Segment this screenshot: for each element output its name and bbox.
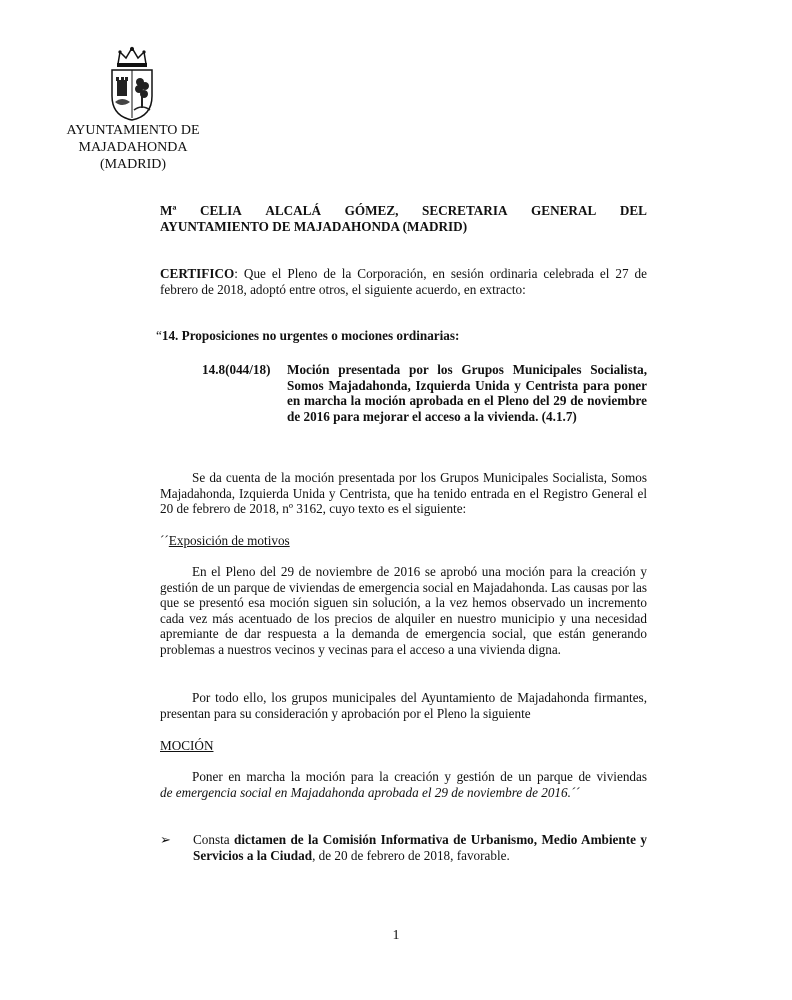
- organization-name: [50, 122, 216, 173]
- document-title-line-1: [160, 203, 647, 219]
- title-word: SECRETARIA: [421, 203, 508, 218]
- mocion-line-1: Poner en marcha la moción para la creación y gestión de un parque de viviendas: [192, 769, 647, 784]
- org-line-1: AYUNTAMIENTO DE: [66, 123, 200, 138]
- exposicion-paragraph: En el Pleno del 29 de noviembre de 2016 se aprobó una moción para la creación y gestión de un parque de viviendas de emergencia social en Majadahonda. Las causas por las que se presentó esa moción siguen sin solución, a la vez hemos observado un incremento cada vez más acentuado de los precios de alquiler en nuestro municipio y una necesidad apremiante de dar respuesta a la demanda de emergencia social, que están generando problemas a nuestros vecinos y vecinas para el acceso a una vivienda digna.: [160, 564, 647, 657]
- page-number: 1: [392, 928, 400, 943]
- item-number: 14.8(044/18): [202, 362, 271, 377]
- opening-quote: “: [156, 328, 162, 343]
- item-title: Moción presentada por los Grupos Municipales Socialista, Somos Majadahonda, Izquierda Unida y Centrista para poner en marcha la moción aprobada en el Pleno del 29 de noviembre de 2016 para mejorar el acceso a la vivienda. (4.1.7): [287, 362, 647, 424]
- certifico-text: : Que el Pleno de la Corporación, en sesión ordinaria celebrada el 27 de febrero de 2018, adoptó entre otros, el siguiente acuerdo, en extracto:: [160, 266, 647, 297]
- dictamen-suffix: , de 20 de febrero de 2018, favorable.: [312, 847, 510, 863]
- bullet-arrow-icon: ➢: [160, 832, 171, 847]
- certifico-paragraph: [160, 266, 647, 297]
- exposicion-heading-text: Exposición de motivos: [168, 533, 290, 548]
- section-heading-text: 14. Proposiciones no urgentes o mociones ordinarias:: [161, 328, 460, 343]
- mocion-heading: MOCIÓN: [160, 738, 214, 753]
- title-word: Mª: [160, 203, 177, 218]
- title-word: CELIA: [199, 203, 242, 218]
- certifico-label: CERTIFICO: [160, 266, 235, 281]
- dictamen-prefix: Consta: [193, 832, 235, 847]
- title-word: ALCALÁ: [265, 203, 321, 218]
- title-word: GENERAL: [531, 203, 597, 218]
- title-word: GÓMEZ,: [344, 203, 399, 218]
- section-heading: [156, 328, 643, 344]
- title-word: DEL: [619, 203, 647, 218]
- org-line-2: MAJADAHONDA: [78, 140, 188, 155]
- exposicion-paragraph-2: Por todo ello, los grupos municipales del Ayuntamiento de Majadahonda firmantes, presentan para su consideración y aprobación por el Pleno la siguiente: [160, 690, 647, 721]
- exposicion-quote: ´´: [160, 533, 169, 548]
- municipal-crest-logo: [106, 44, 158, 122]
- org-line-3: (MADRID): [99, 157, 167, 172]
- document-title-line-2: AYUNTAMIENTO DE MAJADAHONDA (MADRID): [160, 219, 468, 234]
- dictamen-paragraph: [193, 832, 647, 863]
- mocion-line-2: de emergencia social en Majadahonda aprobada el 29 de noviembre de 2016.´´: [160, 785, 580, 800]
- exposicion-heading: [160, 533, 290, 549]
- dictamen-bold: dictamen de la Comisión Informativa de Urbanismo, Medio Ambiente y Servicios a la Ciudad: [193, 832, 647, 863]
- intro-paragraph: Se da cuenta de la moción presentada por los Grupos Municipales Socialista, Somos Majadahonda, Izquierda Unida y Centrista, que ha tenido entrada en el Registro General el 20 de febrero de 2018, nº 3162, cuyo texto es el siguiente:: [160, 470, 647, 516]
